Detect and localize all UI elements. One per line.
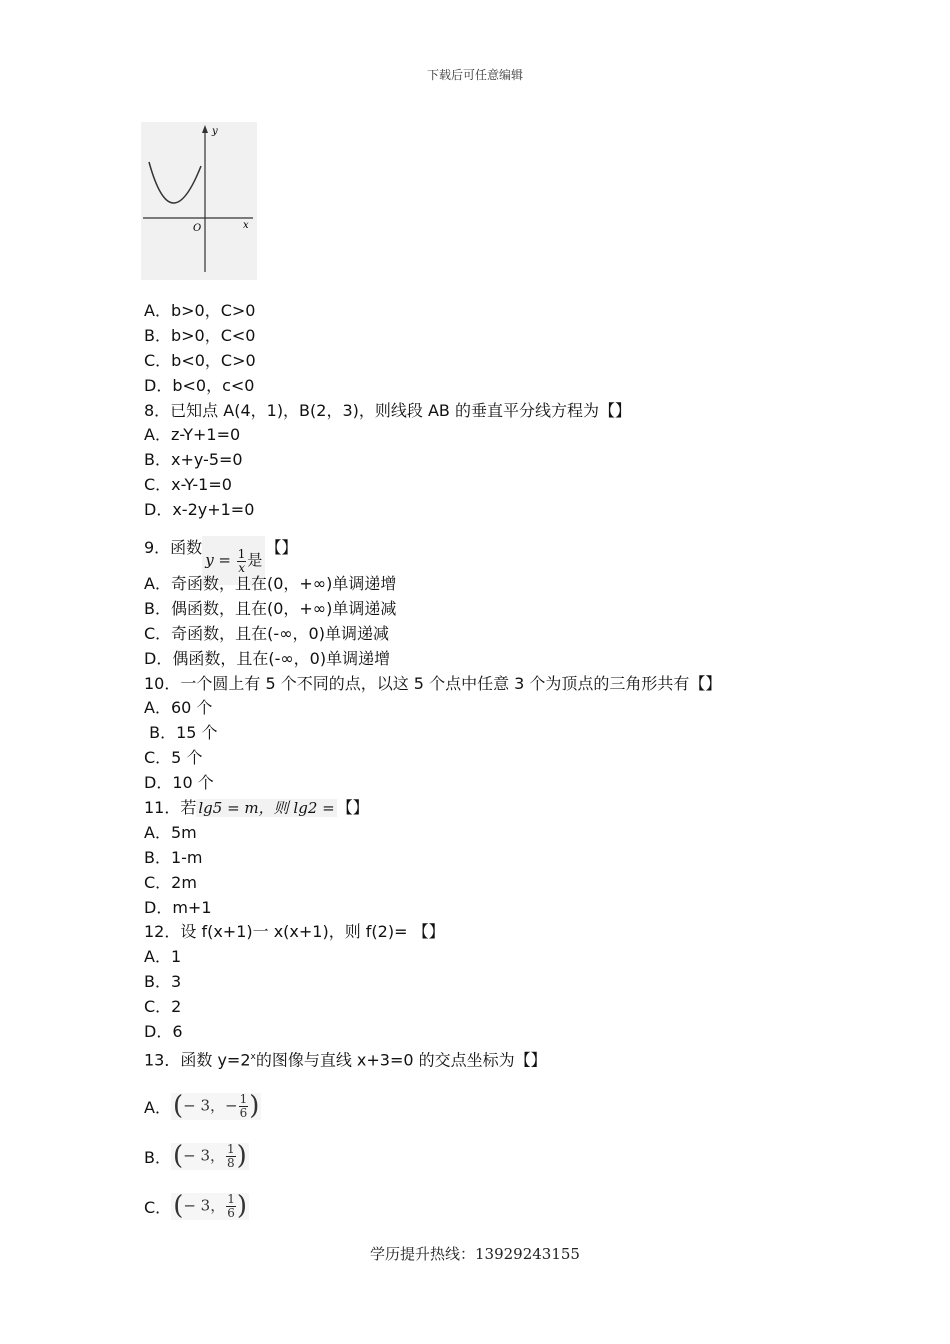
option-line: D．10 个 (144, 773, 214, 793)
log-equation: lg5 = m，则 lg2 = (198, 799, 335, 818)
fraction (226, 1143, 236, 1170)
question-prefix: 11．若 (144, 798, 197, 818)
fraction-denominator: 8 (227, 1155, 235, 1170)
page-header: 下载后可任意编辑 (426, 68, 523, 82)
option-line: B．x+y-5=0 (144, 450, 243, 470)
coordinate-x: − 3，− (183, 1096, 238, 1115)
option-line: B．偶函数，且在(0，+∞)单调递减 (144, 598, 397, 618)
equation-lhs: y = (205, 551, 231, 570)
graph-svg (141, 122, 257, 280)
option-line: A．b>0，C>0 (144, 301, 256, 320)
option-line: D．m+1 (144, 897, 212, 917)
right-paren: ) (236, 1140, 247, 1171)
option-label: B． (144, 1147, 171, 1167)
left-paren: ( (172, 1140, 184, 1171)
option-line: A．z-Y+1=0 (144, 425, 241, 445)
fraction-numerator: 1 (227, 1141, 235, 1156)
option-line (144, 1120, 864, 1170)
coordinate-x: − 3， (183, 1146, 226, 1165)
option-line: C．2 (144, 997, 182, 1017)
option-line: C．2m (144, 872, 197, 892)
option-line: C．奇函数，且在(-∞，0)单调递减 (144, 623, 389, 643)
x-axis-label: x (243, 220, 249, 231)
fraction-denominator: 6 (227, 1205, 235, 1220)
option-line: A．奇函数，且在(0，+∞)单调递增 (144, 574, 397, 594)
question-stem: 8．已知点 A(4，1)，B(2，3)，则线段 AB 的垂直平分线方程为【】 (144, 400, 631, 420)
question-stem: 10．一个圆上有 5 个不同的点，以这 5 个点中任意 3 个为顶点的三角形共有【】 (144, 673, 722, 693)
page-footer: 学历提升热线：13929243155 (370, 1245, 580, 1263)
option-line: D．x-2y+1=0 (144, 500, 255, 520)
option-line: A．1 (144, 947, 182, 967)
coordinate-x: − 3， (183, 1196, 226, 1215)
fraction-numerator: 1 (227, 1191, 235, 1206)
option-line: B．1-m (144, 847, 203, 867)
exponent: x (250, 1051, 256, 1062)
y-axis-label: y (212, 126, 218, 137)
option-line: A．60 个 (144, 698, 213, 718)
option-line (144, 1170, 864, 1220)
right-paren: ) (236, 1190, 248, 1221)
option-line: D．6 (144, 1022, 183, 1042)
origin-label: O (193, 223, 202, 234)
left-paren: ( (173, 1190, 184, 1221)
option-line: B．15 个 (144, 723, 218, 743)
fraction (237, 548, 247, 575)
fraction (239, 1093, 249, 1120)
right-paren: ) (249, 1090, 260, 1121)
option-label: C． (144, 1197, 172, 1217)
fraction-denominator: 6 (239, 1105, 248, 1120)
option-line: C．5 个 (144, 748, 203, 768)
option-line: C．b<0，C>0 (144, 350, 256, 370)
equation-suffix: 是 (247, 551, 263, 570)
question-stem (144, 1045, 864, 1070)
y-axis-arrow (202, 125, 208, 133)
stem-part: 的图像与直线 x+3=0 的交点坐标为【】 (255, 1050, 547, 1070)
coordinate-pair (171, 1090, 261, 1121)
fraction-numerator: 1 (239, 1091, 248, 1106)
parabola-curve (149, 162, 201, 203)
fraction-numerator: 1 (237, 546, 246, 561)
question-prefix: 9．函数 (144, 538, 203, 558)
option-line: D．b<0，c<0 (144, 375, 255, 395)
answer-bracket: 【】 (265, 538, 298, 558)
option-line: C．x-Y-1=0 (144, 475, 232, 495)
option-line: D．偶函数，且在(-∞，0)单调递增 (144, 648, 391, 668)
question-stem (144, 523, 864, 575)
question-stem (144, 796, 864, 821)
stem-part: 13．函数 y=2 (144, 1050, 251, 1070)
left-paren: ( (172, 1090, 184, 1121)
parabola-graph (141, 122, 257, 280)
fraction-denominator: x (238, 560, 245, 575)
option-line: A．5m (144, 822, 197, 842)
question-stem: 12．设 f(x+1)一 x(x+1)，则 f(2)= 【】 (144, 922, 445, 942)
question-content (144, 299, 864, 1220)
option-line: B．b>0，C<0 (144, 325, 256, 345)
coordinate-pair (171, 1190, 249, 1221)
coordinate-pair (171, 1140, 249, 1171)
answer-bracket: 【】 (336, 798, 369, 818)
option-line (144, 1070, 864, 1120)
option-line: B．3 (144, 972, 182, 992)
option-label: A． (144, 1097, 171, 1117)
fraction (226, 1193, 236, 1220)
